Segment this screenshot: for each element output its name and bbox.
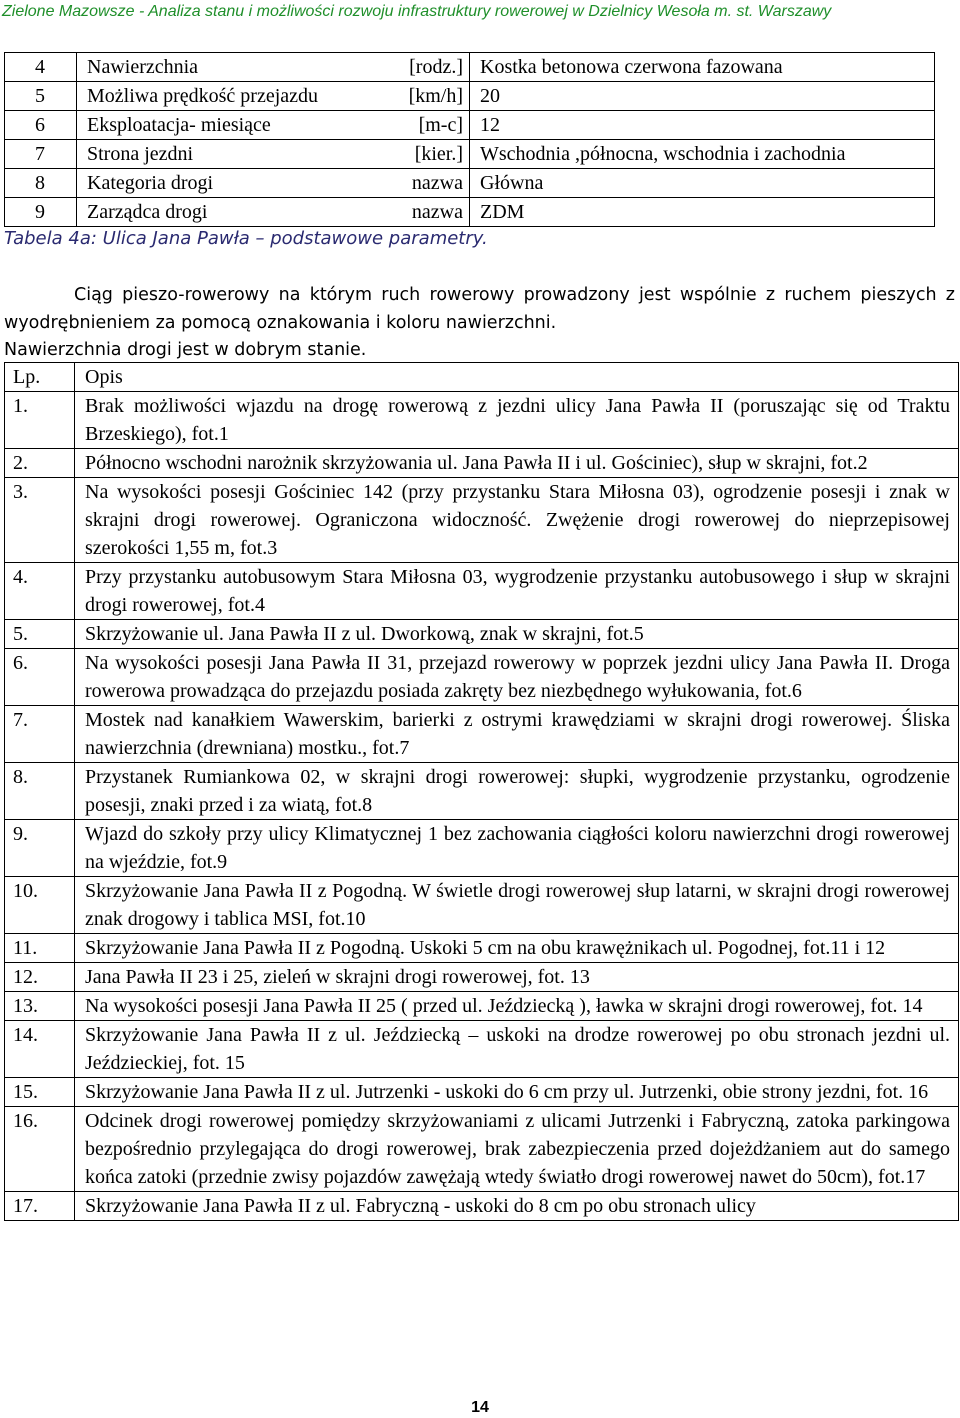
- table-caption: Tabela 4a: Ulica Jana Pawła – podstawowe parametry.: [4, 228, 488, 249]
- observation-lp: 12.: [5, 963, 75, 992]
- observation-row: [5, 1021, 959, 1078]
- observation-opis: Na wysokości posesji Jana Pawła II 31, przejazd rowerowy w poprzek jezdni ulicy Jana Pawła II. Droga rowerowa prowadząca do przejazdu posiada zakręty bez niezbędnego wyłukowania, fot.6: [75, 649, 959, 706]
- observation-lp: 3.: [5, 478, 75, 563]
- observation-opis: Wjazd do szkoły przy ulicy Klimatycznej 1 bez zachowania ciągłości koloru nawierzchni drogi rowerowej na wjeździe, fot.9: [75, 820, 959, 877]
- param-unit: [kier.]: [385, 140, 470, 169]
- observation-opis: Północno wschodni narożnik skrzyżowania ul. Jana Pawła II i ul. Gościniec), słup w skrajni, fot.2: [75, 449, 959, 478]
- param-name: Możliwa prędkość przejazdu: [77, 82, 385, 111]
- param-unit: [m-c]: [385, 111, 470, 140]
- param-row: [5, 198, 935, 227]
- param-number: 6: [5, 111, 77, 140]
- observation-row: [5, 478, 959, 563]
- observation-row: [5, 820, 959, 877]
- param-value: Główna: [470, 169, 935, 198]
- param-number: 5: [5, 82, 77, 111]
- param-value: Wschodnia ,północna, wschodnia i zachodnia: [470, 140, 935, 169]
- header-text: Zielone Mazowsze - Analiza stanu i możliwości rozwoju infrastruktury rowerowej w Dzielnicy Wesoła m. st. Warszawy: [2, 3, 832, 20]
- observation-opis: Skrzyżowanie Jana Pawła II z Pogodną. Uskoki 5 cm na obu krawężnikach ul. Pogodnej, fot.11 i 12: [75, 934, 959, 963]
- observation-lp: 9.: [5, 820, 75, 877]
- observation-opis: Skrzyżowanie ul. Jana Pawła II z ul. Dworkową, znak w skrajni, fot.5: [75, 620, 959, 649]
- parameters-table: [4, 52, 935, 227]
- observation-row: [5, 392, 959, 449]
- observation-row: [5, 992, 959, 1021]
- observation-lp: 10.: [5, 877, 75, 934]
- param-row: [5, 111, 935, 140]
- param-name: Eksploatacja- miesiące: [77, 111, 385, 140]
- observation-opis: Mostek nad kanałkiem Wawerskim, barierki z ostrymi krawędziami w skrajni drogi rowerowej. Śliska nawierzchnia (drewniana) mostku., fot.7: [75, 706, 959, 763]
- observation-lp: 4.: [5, 563, 75, 620]
- observation-opis: Na wysokości posesji Jana Pawła II 25 ( przed ul. Jeździecką ), ławka w skrajni drogi rowerowej, fot. 14: [75, 992, 959, 1021]
- observation-row: [5, 963, 959, 992]
- param-number: 7: [5, 140, 77, 169]
- observation-opis: Skrzyżowanie Jana Pawła II z ul. Jutrzenki - uskoki do 6 cm przy ul. Jutrzenki, obie strony jezdni, fot. 16: [75, 1078, 959, 1107]
- observation-row: [5, 934, 959, 963]
- observations-header-row: [5, 363, 959, 392]
- param-value: Kostka betonowa czerwona fazowana: [470, 53, 935, 82]
- param-number: 4: [5, 53, 77, 82]
- param-name: Zarządca drogi: [77, 198, 385, 227]
- observation-row: [5, 563, 959, 620]
- param-value: ZDM: [470, 198, 935, 227]
- observation-opis: Skrzyżowanie Jana Pawła II z ul. Fabryczną - uskoki do 8 cm po obu stronach ulicy: [75, 1192, 959, 1221]
- observation-opis: Skrzyżowanie Jana Pawła II z Pogodną. W świetle drogi rowerowej słup latarni, w skrajni drogi rowerowej znak drogowy i tablica MSI, fot.10: [75, 877, 959, 934]
- param-unit: [km/h]: [385, 82, 470, 111]
- observation-lp: 14.: [5, 1021, 75, 1078]
- param-row: [5, 82, 935, 111]
- page-number: 14: [471, 1399, 489, 1416]
- observation-lp: 15.: [5, 1078, 75, 1107]
- param-number: 9: [5, 198, 77, 227]
- header-lp: Lp.: [5, 363, 75, 392]
- observation-row: [5, 649, 959, 706]
- observation-opis: Skrzyżowanie Jana Pawła II z ul. Jeździecką – uskoki na drodze rowerowej po obu stronach jezdni ul. Jeździeckiej, fot. 15: [75, 1021, 959, 1078]
- observation-row: [5, 620, 959, 649]
- observation-opis: Odcinek drogi rowerowej pomiędzy skrzyżowaniami z ulicami Jutrzenki i Fabryczną, zatoka parkingowa bezpośrednio przylegająca do drogi rowerowej, brak zabezpieczenia przed dojeżdżaniem aut do samego końca zatoki (przednie zwisy pojazdów zawężają wtedy światło drogi rowerowej nawet do 50cm), fot.17: [75, 1107, 959, 1192]
- observation-opis: Na wysokości posesji Gościniec 142 (przy przystanku Stara Miłosna 03), ogrodzenie posesji i znak w skrajni drogi rowerowej. Ograniczona widoczność. Zwężenie drogi rowerowej do nieprzepisowej szerokości 1,55 m, fot.3: [75, 478, 959, 563]
- param-number: 8: [5, 169, 77, 198]
- observation-row: [5, 449, 959, 478]
- observation-lp: 5.: [5, 620, 75, 649]
- param-name: Strona jezdni: [77, 140, 385, 169]
- param-row: [5, 140, 935, 169]
- param-name: Kategoria drogi: [77, 169, 385, 198]
- observation-lp: 7.: [5, 706, 75, 763]
- observation-row: [5, 763, 959, 820]
- param-unit: nazwa: [385, 169, 470, 198]
- param-unit: nazwa: [385, 198, 470, 227]
- observation-lp: 8.: [5, 763, 75, 820]
- observation-row: [5, 1078, 959, 1107]
- param-name: Nawierzchnia: [77, 53, 385, 82]
- observation-opis: Przystanek Rumiankowa 02, w skrajni drogi rowerowej: słupki, wygrodzenie przystanku, ogrodzenie posesji, znaki przed i za wiatą, fot.8: [75, 763, 959, 820]
- observation-lp: 11.: [5, 934, 75, 963]
- observation-lp: 1.: [5, 392, 75, 449]
- observation-row: [5, 877, 959, 934]
- observation-opis: Jana Pawła II 23 i 25, zieleń w skrajni drogi rowerowej, fot. 13: [75, 963, 959, 992]
- observation-opis: Przy przystanku autobusowym Stara Miłosna 03, wygrodzenie przystanku autobusowego i słup w skrajni drogi rowerowej, fot.4: [75, 563, 959, 620]
- observation-opis: Brak możliwości wjazdu na drogę rowerową z jezdni ulicy Jana Pawła II (poruszając się od Traktu Brzeskiego), fot.1: [75, 392, 959, 449]
- param-value: 12: [470, 111, 935, 140]
- surface-condition-paragraph: Nawierzchnia drogi jest w dobrym stanie.: [4, 340, 367, 360]
- observation-row: [5, 1192, 959, 1221]
- observation-lp: 2.: [5, 449, 75, 478]
- observation-lp: 16.: [5, 1107, 75, 1192]
- observations-table: [4, 362, 959, 1221]
- observation-lp: 17.: [5, 1192, 75, 1221]
- param-row: [5, 169, 935, 198]
- observation-row: [5, 706, 959, 763]
- param-value: 20: [470, 82, 935, 111]
- observation-row: [5, 1107, 959, 1192]
- description-paragraph: Ciąg pieszo-rowerowy na którym ruch rowerowy prowadzony jest wspólnie z ruchem pieszych z wyodrębnieniem za pomocą oznakowania i koloru nawierzchni.: [4, 285, 955, 333]
- param-unit: [rodz.]: [385, 53, 470, 82]
- header-opis: Opis: [75, 363, 959, 392]
- observation-lp: 6.: [5, 649, 75, 706]
- param-row: [5, 53, 935, 82]
- observation-lp: 13.: [5, 992, 75, 1021]
- document-header: [0, 0, 960, 24]
